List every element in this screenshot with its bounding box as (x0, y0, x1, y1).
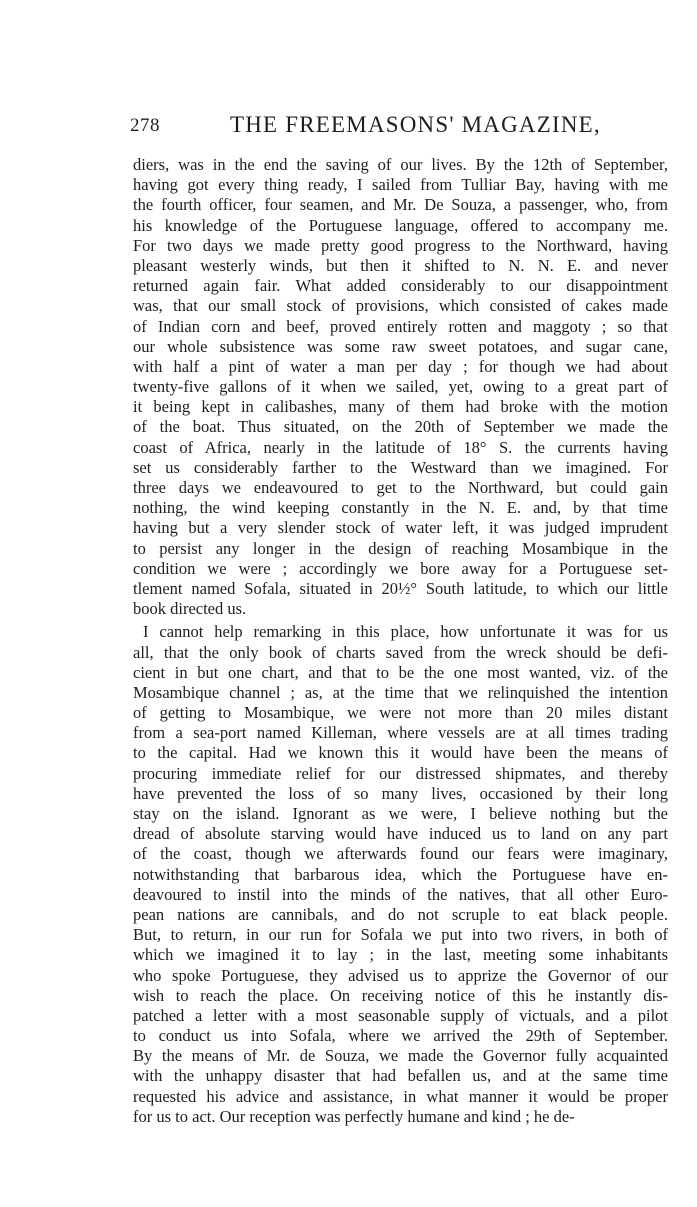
text-line: with half a pint of water a man per day ; for though we had about (133, 356, 668, 376)
text-line: of getting to Mosambique, we were not more than 20 miles distant (133, 703, 668, 723)
text-line: diers, was in the end the saving of our lives. By the 12th of September, (133, 155, 668, 174)
text-line: pean nations are cannibals, and do not scruple to eat black people. (133, 904, 668, 924)
body-text (133, 155, 668, 1127)
text-line: wish to reach the place. On receiving notice of this he instantly dis- (133, 985, 668, 1005)
text-line: patched a letter with a most seasonable supply of victuals, and a pilot (133, 1005, 668, 1025)
text-line: nothing, the wind keeping constantly in the N. E. and, by that time (133, 498, 668, 518)
text-line: have prevented the loss of so many lives, occasioned by their long (133, 783, 668, 803)
text-line: our whole subsistence was some raw sweet potatoes, and sugar cane, (133, 336, 668, 356)
text-line: requested his advice and assistance, in what manner it would be proper (133, 1086, 668, 1106)
text-line: of the coast, though we afterwards found our fears were imaginary, (133, 844, 668, 864)
journal-title: THE FREEMASONS' MAGAZINE, (230, 112, 601, 137)
text-line: Mosambique channel ; as, at the time that we relinquished the intention (133, 682, 668, 702)
text-line: for us to act. Our reception was perfectly humane and kind ; he de- (133, 1106, 575, 1126)
page-number: 278 (130, 115, 160, 136)
text-line: all, that the only book of charts saved from the wreck should be defi- (133, 642, 668, 662)
text-line: For two days we made pretty good progress to the Northward, having (133, 235, 668, 255)
text-line: set us considerably farther to the Westward than we imagined. For (133, 457, 668, 477)
text-line: tlement named Sofala, situated in 20½° South latitude, to which our little (133, 578, 668, 598)
text-line: to conduct us into Sofala, where we arrived the 29th of September. (133, 1026, 668, 1046)
text-line: notwithstanding that barbarous idea, which the Portuguese have en- (133, 864, 668, 884)
text-line: was, that our small stock of provisions, which consisted of cakes made (133, 296, 668, 316)
text-line: By the means of Mr. de Souza, we made the Governor fully acquainted (133, 1046, 668, 1066)
text-line: having got every thing ready, I sailed from Tulliar Bay, having with me (133, 175, 668, 195)
text-line: I cannot help remarking in this place, how unfortunate it was for us (143, 622, 668, 642)
text-line: coast of Africa, nearly in the latitude of 18° S. the currents having (133, 437, 668, 457)
text-line: deavoured to instil into the minds of the natives, that all other Euro- (133, 884, 668, 904)
text-line: three days we endeavoured to get to the Northward, but could gain (133, 478, 668, 497)
paragraph (133, 622, 668, 1127)
text-line: from a sea-port named Killeman, where vessels are at all times trading (133, 723, 668, 743)
text-line: pleasant westerly winds, but then it shifted to N. N. E. and never (133, 255, 668, 275)
text-line: of the boat. Thus situated, on the 20th of September we made the (133, 417, 668, 437)
paragraph (133, 155, 668, 619)
text-line: cient in but one chart, and that to be the one most wanted, viz. of the (133, 662, 668, 682)
text-line: to the capital. Had we known this it would have been the means of (133, 743, 668, 763)
text-line: returned again fair. What added considerably to our disappointment (133, 276, 668, 296)
text-line: to persist any longer in the design of reaching Mosambique in the (133, 538, 668, 558)
text-line: stay on the island. Ignorant as we were, I believe nothing but the (133, 804, 668, 823)
text-line: his knowledge of the Portuguese language, offered to accompany me. (133, 215, 668, 235)
text-line: But, to return, in our run for Sofala we put into two rivers, in both of (133, 925, 668, 945)
text-line: book directed us. (133, 599, 247, 619)
text-line: with the unhappy disaster that had befallen us, and at the same time (133, 1066, 668, 1086)
text-line: it being kept in calibashes, many of them had broke with the motion (133, 397, 668, 417)
text-line: the fourth officer, four seamen, and Mr. De Souza, a passenger, who, from (133, 195, 668, 215)
text-line: of Indian corn and beef, proved entirely rotten and maggoty ; so that (133, 316, 668, 336)
text-line: twenty-five gallons of it when we sailed, yet, owing to a great part of (133, 377, 668, 397)
text-line: procuring immediate relief for our distressed shipmates, and thereby (133, 763, 668, 783)
text-line: who spoke Portuguese, they advised us to apprize the Governor of our (133, 965, 668, 985)
text-line: which we imagined it to lay ; in the last, meeting some inhabitants (133, 945, 668, 965)
text-line: dread of absolute starving would have induced us to land on any part (133, 824, 668, 844)
text-line: having but a very slender stock of water left, it was judged imprudent (133, 518, 668, 538)
text-line: condition we were ; accordingly we bore away for a Portuguese set- (133, 558, 668, 578)
running-head (130, 112, 678, 142)
